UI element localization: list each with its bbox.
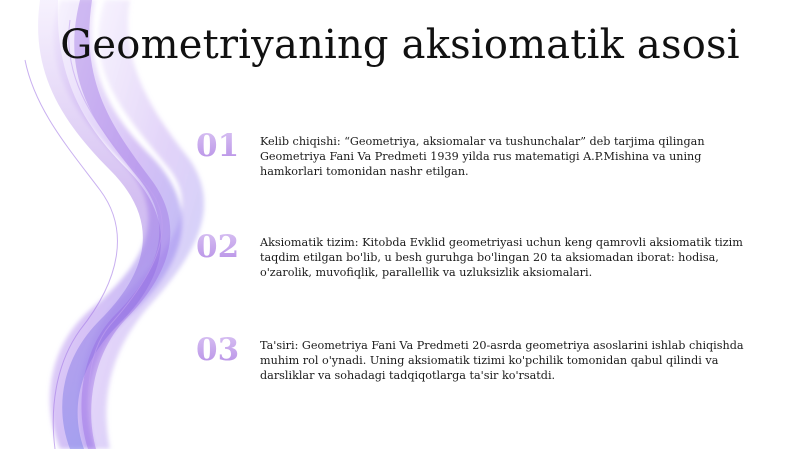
item-text: Aksiomatik tizim: Kitobda Evklid geometriyasi uchun keng qamrovli aksiomatik tizim taqdim etilgan bo'lib, u besh guruhga bo'lingan 20 ta aksiomadan iborat: hodisa, o'zarolik, muvofiqlik, parallellik va uzluksizlik aksiomalari.	[260, 236, 743, 279]
item-number: 01	[196, 128, 252, 164]
slide-title: Geometriyaning aksiomatik asosi	[60, 22, 740, 68]
list-item	[196, 229, 756, 305]
item-number: 03	[196, 332, 252, 368]
list-item	[196, 332, 756, 408]
list-item	[196, 128, 756, 204]
item-text: Ta'siri: Geometriya Fani Va Predmeti 20-asrda geometriya asoslarini ishlab chiqishda muhim rol o'ynadi. Uning aksiomatik tizimi ko'pchilik tomonidan qabul qilindi va darsliklar va sohadagi tadqiqotlarga ta'sir ko'rsatdi.	[260, 339, 744, 382]
item-text: Kelib chiqishi: “Geometriya, aksiomalar va tushunchalar” deb tarjima qilingan Geometriya Fani Va Predmeti 1939 yilda rus matematigi A.P.Mishina va uning hamkorlari tomonidan nashr etilgan.	[260, 135, 705, 178]
item-number: 02	[196, 229, 252, 265]
